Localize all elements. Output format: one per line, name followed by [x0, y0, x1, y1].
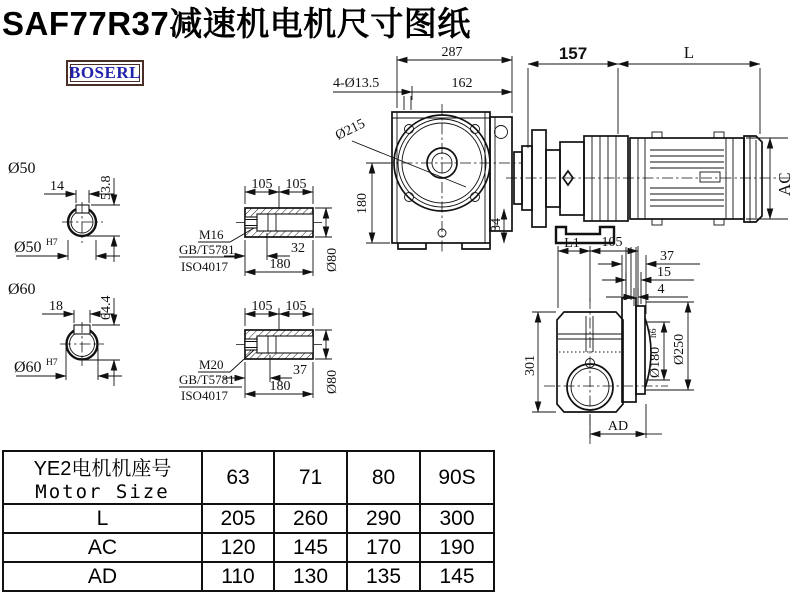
bushing-m16-len2: 105: [285, 177, 307, 192]
output-dim-4: 4: [657, 282, 665, 297]
shaft60-section: [8, 281, 122, 386]
bushing-m16-thread-hole: [245, 217, 257, 228]
logo-text: BOSERL: [69, 63, 141, 82]
output-spigot-tol: h6: [649, 328, 659, 338]
table-row-L: [3, 504, 494, 533]
value-AC-90s: 190: [420, 533, 494, 562]
bushing-m16-len1: 105: [251, 177, 273, 192]
bushing-m20-outer-dia: Ø80: [325, 369, 340, 394]
shaft50-keyway: [76, 205, 89, 213]
output-flange-dia: Ø250: [672, 333, 687, 365]
bushing-m20-section: [179, 299, 340, 403]
value-L-63: 205: [202, 504, 274, 533]
bushing-m20-bore: [257, 336, 313, 353]
output-spigot-dia: Ø180: [648, 346, 663, 378]
front-side-plate: [490, 117, 512, 231]
value-L-80: 290: [347, 504, 420, 533]
value-AC-63: 120: [202, 533, 274, 562]
output-dim-105: 105: [601, 235, 623, 250]
value-AD-90s: 145: [420, 562, 494, 591]
motor-size-71: 71: [274, 451, 347, 504]
bushing-m16-outer-dia: Ø80: [325, 247, 340, 272]
front-bolt-holes-label: 4-Ø13.5: [333, 76, 380, 91]
table-row-AC: [3, 533, 494, 562]
row-label-AC: AC: [3, 533, 202, 562]
shaft50-bore: Ø50: [14, 239, 42, 256]
bushing-m20-thread: M20: [199, 357, 224, 372]
front-dim-287: 287: [441, 45, 463, 60]
motor-size-80: 80: [347, 451, 420, 504]
bushing-m20-len2: 105: [285, 299, 307, 314]
bushing-m20-thread-depth: 37: [293, 363, 307, 378]
output-dim-L1: L1: [564, 236, 580, 251]
front-flange-dia-label: Ø215: [333, 116, 368, 144]
front-dim-180: 180: [355, 193, 370, 214]
bushing-m20-thread-hole: [245, 339, 257, 350]
gearbox-front-view: [333, 45, 522, 254]
shaft60-title: Ø60: [8, 281, 36, 298]
table-header-en: Motor Size: [35, 481, 170, 503]
bushing-m20-total-len: 180: [269, 379, 291, 394]
motor-size-63: 63: [202, 451, 274, 504]
value-AC-71: 145: [274, 533, 347, 562]
front-dim-162: 162: [451, 76, 473, 91]
shaft60-bore-tol: H7: [46, 358, 58, 368]
value-L-90s: 300: [420, 504, 494, 533]
bushing-m20-std2: ISO4017: [181, 388, 228, 403]
shaft60-key-depth: 64.4: [99, 295, 114, 320]
side-dim-L: L: [683, 43, 695, 62]
shaft60-bore: Ø60: [14, 359, 42, 376]
side-gearbox-block: [532, 130, 546, 227]
bushing-m16-thread-depth: 32: [291, 241, 305, 256]
motor-size-90s: 90S: [420, 451, 494, 504]
shaft50-bore-tol: H7: [46, 238, 58, 248]
bushing-m20-std1: GB/T5781: [179, 372, 235, 387]
output-side-view: [523, 235, 700, 444]
shaft50-key-width: 14: [50, 179, 64, 194]
shaft50-title: Ø50: [8, 160, 36, 177]
output-dim-15: 15: [657, 265, 671, 280]
row-label-L: L: [3, 504, 202, 533]
bushing-m16-section: [179, 177, 340, 276]
output-dim-301: 301: [523, 355, 538, 376]
value-AD-71: 130: [274, 562, 347, 591]
front-dim-34: 34: [489, 218, 504, 232]
side-dim-157: 157: [558, 44, 588, 63]
output-dim-AD: AD: [607, 419, 629, 434]
row-label-AD: AD: [3, 562, 202, 591]
motor-fan-cowl: [744, 136, 762, 222]
value-AD-80: 135: [347, 562, 420, 591]
table-header-cell: [3, 451, 202, 504]
value-AC-80: 170: [347, 533, 420, 562]
table-header-cn: YE2电机机座号: [33, 458, 172, 480]
shaft50-section: [8, 160, 120, 262]
gearmotor-side-view: [506, 43, 794, 243]
side-flange-disc: [584, 136, 628, 221]
value-L-71: 260: [274, 504, 347, 533]
page-title: SAF77R37减速机电机尺寸图纸: [2, 5, 471, 42]
bushing-m16-bore: [257, 214, 313, 231]
bushing-m16-total-len: 180: [269, 257, 291, 272]
motor-size-table: [2, 450, 495, 592]
side-dim-AC: AC: [775, 172, 794, 196]
table-row-AD: [3, 562, 494, 591]
bushing-m16-std2: ISO4017: [181, 259, 228, 274]
output-dim-37: 37: [660, 249, 674, 264]
shaft50-key-depth: 53.8: [99, 175, 114, 200]
bushing-m16-std1: GB/T5781: [179, 242, 235, 257]
bushing-m20-len1: 105: [251, 299, 273, 314]
value-AD-63: 110: [202, 562, 274, 591]
bushing-m16-thread: M16: [199, 227, 224, 242]
shaft60-key-width: 18: [49, 299, 63, 314]
